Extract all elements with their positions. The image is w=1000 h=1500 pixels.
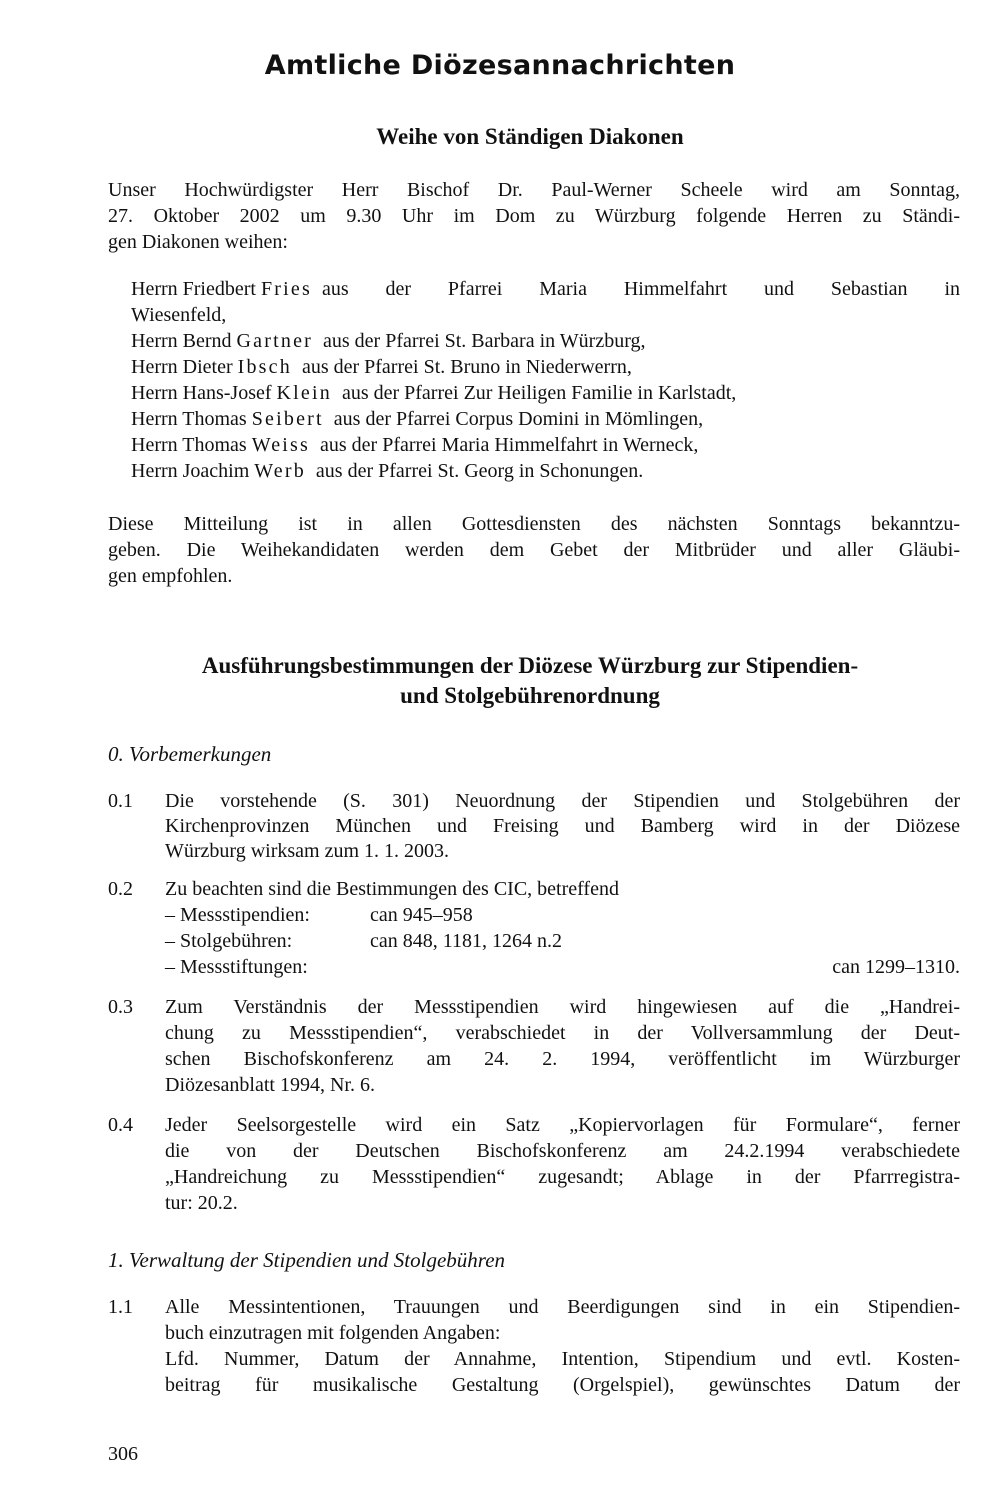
item-number: 0.3 <box>108 996 133 1018</box>
candidate-prefix: Herrn Thomas <box>131 434 247 456</box>
candidate-line <box>131 354 960 380</box>
candidate-surname: Weiss <box>251 434 310 456</box>
section-title-line-2: und Stolgebührenordnung <box>400 683 660 708</box>
canon-value: can 848, 1181, 1264 n.2 <box>370 930 563 952</box>
item-text-line: Lfd. Nummer, Datum der Annahme, Intention, Stipendium und evtl. Kosten- <box>165 1348 960 1370</box>
candidate-prefix: Herrn Thomas <box>131 408 247 430</box>
item-number: 0.4 <box>108 1114 133 1136</box>
canon-label: – Stolgebühren: <box>165 930 293 952</box>
intro-line-3: gen Diakonen weihen: <box>108 231 288 253</box>
item-text-line: Die vorstehende (S. 301) Neuordnung der Stipendien und Stolgebühren der <box>165 790 960 812</box>
item-text-line: chung zu Messstipendien“, verabschiedet in der Vollversammlung der Deut- <box>165 1022 960 1044</box>
canon-label: – Messstipendien: <box>165 904 310 926</box>
item-number: 1.1 <box>108 1296 133 1318</box>
closing-line-1: Diese Mitteilung ist in allen Gottesdiensten des nächsten Sonntags bekanntzu- <box>108 513 960 535</box>
candidate-parish: aus der Pfarrei St. Georg in Schonungen. <box>315 460 644 482</box>
candidate-parish: aus der Pfarrei Zur Heiligen Familie in Karlstadt, <box>341 382 737 404</box>
candidate-line <box>131 406 960 432</box>
item-text-line: tur: 20.2. <box>165 1192 238 1214</box>
intro-line-2: 27. Oktober 2002 um 9.30 Uhr im Dom zu Würzburg folgende Herren zu Ständi- <box>108 205 960 227</box>
item-number: 0.1 <box>108 790 133 812</box>
item-text-line: Alle Messintentionen, Trauungen und Beerdigungen sind in ein Stipendien- <box>165 1296 960 1318</box>
candidate-prefix: Herrn Friedbert <box>131 278 256 300</box>
canon-line <box>165 903 960 928</box>
item-text-line: „Handreichung zu Messstipendien“ zugesandt; Ablage in der Pfarrregistra- <box>165 1166 960 1188</box>
candidate-line <box>131 380 960 406</box>
candidate-surname: Werb <box>254 460 306 482</box>
closing-line-3: gen empfohlen. <box>108 565 233 587</box>
item-text-line: Zum Verständnis der Messstipendien wird hingewiesen auf die „Handrei- <box>165 996 960 1018</box>
candidate-parish-continuation: Wiesenfeld, <box>131 304 227 326</box>
item-text-line: Jeder Seelsorgestelle wird ein Satz „Kopiervorlagen für Formulare“, ferner <box>165 1114 960 1136</box>
page-number: 306 <box>108 1443 138 1465</box>
canon-line <box>165 929 960 954</box>
closing-line-2: geben. Die Weihekandidaten werden dem Gebet der Mitbrüder und aller Gläubi- <box>108 539 960 561</box>
intro-line-1: Unser Hochwürdigster Herr Bischof Dr. Paul-Werner Scheele wird am Sonntag, <box>108 179 960 201</box>
item-number: 0.2 <box>108 878 133 900</box>
candidate-parish: aus der Pfarrei Corpus Domini in Mömlingen, <box>333 408 704 430</box>
item-text-line: die von der Deutschen Bischofskonferenz am 24.2.1994 verabschiedete <box>165 1140 960 1162</box>
candidate-parish: aus der Pfarrei Maria Himmelfahrt und Sebastian in <box>321 278 960 300</box>
subsection-heading-0: 0. Vorbemerkungen <box>108 742 272 766</box>
section-title-diakonen: Weihe von Ständigen Diakonen <box>376 124 684 149</box>
candidate-surname: Klein <box>276 382 332 404</box>
candidate-parish: aus der Pfarrei Maria Himmelfahrt in Werneck, <box>320 434 699 456</box>
item-text-line: Diözesanblatt 1994, Nr. 6. <box>165 1074 375 1096</box>
candidate-parish: aus der Pfarrei St. Bruno in Niederwerrn, <box>301 356 632 378</box>
candidate-surname: Gartner <box>236 330 314 352</box>
item-text-line: schen Bischofskonferenz am 24. 2. 1994, veröffentlicht im Würzburger <box>165 1048 960 1070</box>
canon-line <box>165 955 960 980</box>
section-title-line-1: Ausführungsbestimmungen der Diözese Würzburg zur Stipendien- <box>201 653 859 678</box>
candidate-line <box>131 432 960 458</box>
candidate-prefix: Herrn Bernd <box>131 330 232 352</box>
candidate-parish: aus der Pfarrei St. Barbara in Würzburg, <box>323 330 646 352</box>
page-header-title: Amtliche Diözesannachrichten <box>264 50 736 81</box>
item-text-line: Zu beachten sind die Bestimmungen des CIC, betreffend <box>165 878 619 900</box>
candidate-surname: Ibsch <box>237 356 292 378</box>
item-text-line: Kirchenprovinzen München und Freising und Bamberg wird in der Diözese <box>165 815 960 837</box>
candidate-line <box>131 328 960 354</box>
canon-label: – Messstiftungen: <box>165 956 308 978</box>
canon-value: can 945–958 <box>370 904 473 926</box>
item-text-line: beitrag für musikalische Gestaltung (Orgelspiel), gewünschtes Datum der <box>165 1374 960 1396</box>
candidate-prefix: Herrn Dieter <box>131 356 233 378</box>
item-text-line: Würzburg wirksam zum 1. 1. 2003. <box>165 840 450 862</box>
candidate-surname: Seibert <box>251 408 324 430</box>
candidate-line <box>131 458 960 484</box>
subsection-heading-1: 1. Verwaltung der Stipendien und Stolgebühren <box>108 1248 506 1272</box>
candidate-prefix: Herrn Hans-Josef <box>131 382 272 404</box>
item-text-line: buch einzutragen mit folgenden Angaben: <box>165 1322 501 1344</box>
candidate-surname: Fries <box>260 278 312 300</box>
candidate-line <box>131 276 960 302</box>
candidate-prefix: Herrn Joachim <box>131 460 250 482</box>
canon-value: can 1299–1310. <box>832 956 960 978</box>
